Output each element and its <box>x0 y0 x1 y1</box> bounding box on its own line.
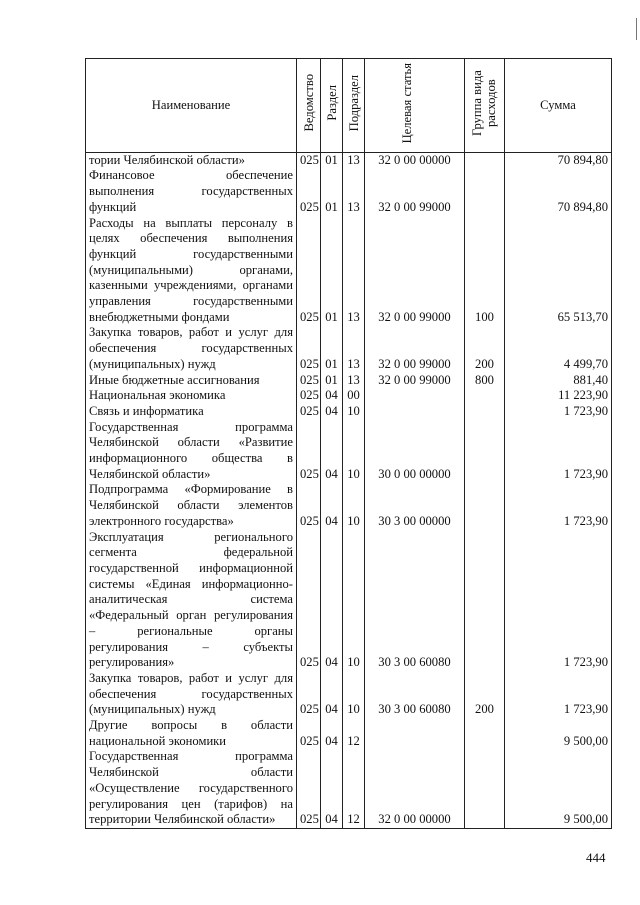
table-row <box>86 749 612 828</box>
row-exp-group <box>465 482 505 529</box>
row-dept: 025 <box>297 420 321 483</box>
row-target <box>365 718 465 749</box>
row-section: 04 <box>321 718 343 749</box>
header-dept: Ведомство <box>297 59 321 153</box>
row-exp-group <box>465 718 505 749</box>
row-subsection: 13 <box>343 325 365 372</box>
row-sum: 1 723,90 <box>505 671 612 718</box>
table-header-row <box>86 59 612 153</box>
row-name: Государственная программа Челябинской области «Осуществление государственного регулирования цен (тарифов) на территории Челябинской области» <box>86 749 297 828</box>
row-dept: 025 <box>297 671 321 718</box>
row-target: 32 0 00 00000 <box>365 749 465 828</box>
row-section: 04 <box>321 749 343 828</box>
row-subsection: 12 <box>343 718 365 749</box>
row-name: Иные бюджетные ассигнования <box>86 373 297 389</box>
row-target: 32 0 00 99000 <box>365 325 465 372</box>
row-target: 32 0 00 00000 <box>365 152 465 168</box>
header-target: Целевая статья <box>365 59 465 153</box>
row-section: 01 <box>321 325 343 372</box>
row-sum: 9 500,00 <box>505 749 612 828</box>
row-subsection: 10 <box>343 404 365 420</box>
row-target: 32 0 00 99000 <box>365 168 465 215</box>
table-row <box>86 388 612 404</box>
row-sum: 11 223,90 <box>505 388 612 404</box>
row-dept: 025 <box>297 152 321 168</box>
table-row <box>86 168 612 215</box>
row-sum: 70 894,80 <box>505 168 612 215</box>
row-sum: 9 500,00 <box>505 718 612 749</box>
row-name: Финансовое обеспечение выполнения государственных функций <box>86 168 297 215</box>
row-subsection: 13 <box>343 216 365 326</box>
row-dept: 025 <box>297 749 321 828</box>
row-section: 04 <box>321 530 343 671</box>
row-subsection: 12 <box>343 749 365 828</box>
table-row <box>86 404 612 420</box>
row-sum: 70 894,80 <box>505 152 612 168</box>
row-name: Подпрограмма «Формирование в Челябинской области элементов электронного государства» <box>86 482 297 529</box>
header-exp-group: Группа вида расходов <box>465 59 505 153</box>
row-target: 30 3 00 60080 <box>365 530 465 671</box>
row-exp-group: 800 <box>465 373 505 389</box>
row-subsection: 00 <box>343 388 365 404</box>
row-section: 04 <box>321 420 343 483</box>
table-row <box>86 671 612 718</box>
row-name: Закупка товаров, работ и услуг для обеспечения государственных (муниципальных) нужд <box>86 671 297 718</box>
row-name: Закупка товаров, работ и услуг для обеспечения государственных (муниципальных) нужд <box>86 325 297 372</box>
row-exp-group <box>465 168 505 215</box>
row-target: 30 0 00 00000 <box>365 420 465 483</box>
row-exp-group: 200 <box>465 325 505 372</box>
budget-table <box>85 58 612 829</box>
row-exp-group <box>465 749 505 828</box>
row-section: 04 <box>321 404 343 420</box>
table-row <box>86 216 612 326</box>
row-name: Эксплуатация регионального сегмента федеральной государственной информационной системы «Единая информационно-аналитическая система «Федеральный орган регулирования – региональные органы регулирования – субъекты регулирования» <box>86 530 297 671</box>
row-target: 30 3 00 00000 <box>365 482 465 529</box>
row-sum: 65 513,70 <box>505 216 612 326</box>
row-name: Государственная программа Челябинской области «Развитие информационного общества в Челябинской области» <box>86 420 297 483</box>
table-row <box>86 530 612 671</box>
row-exp-group <box>465 152 505 168</box>
row-sum: 1 723,90 <box>505 530 612 671</box>
row-target: 30 3 00 60080 <box>365 671 465 718</box>
row-name: тории Челябинской области» <box>86 152 297 168</box>
table-row <box>86 420 612 483</box>
row-exp-group <box>465 404 505 420</box>
row-name: Расходы на выплаты персоналу в целях обеспечения выполнения функций государственными (муниципальными) органами, казенными учреждениями, органами управления государственными внебюджетными фондами <box>86 216 297 326</box>
row-exp-group <box>465 388 505 404</box>
row-section: 01 <box>321 373 343 389</box>
row-subsection: 10 <box>343 530 365 671</box>
row-section: 01 <box>321 168 343 215</box>
row-dept: 025 <box>297 373 321 389</box>
row-exp-group <box>465 420 505 483</box>
row-subsection: 10 <box>343 420 365 483</box>
row-dept: 025 <box>297 404 321 420</box>
row-section: 01 <box>321 216 343 326</box>
row-sum: 1 723,90 <box>505 404 612 420</box>
header-name: Наименование <box>86 59 297 153</box>
row-subsection: 13 <box>343 373 365 389</box>
row-target <box>365 388 465 404</box>
row-sum: 881,40 <box>505 373 612 389</box>
row-dept: 025 <box>297 718 321 749</box>
table-row <box>86 325 612 372</box>
row-dept: 025 <box>297 388 321 404</box>
row-exp-group <box>465 530 505 671</box>
row-dept: 025 <box>297 216 321 326</box>
row-name: Другие вопросы в области национальной экономики <box>86 718 297 749</box>
row-subsection: 13 <box>343 168 365 215</box>
row-section: 04 <box>321 482 343 529</box>
row-exp-group: 100 <box>465 216 505 326</box>
table-row <box>86 373 612 389</box>
row-target: 32 0 00 99000 <box>365 373 465 389</box>
row-dept: 025 <box>297 482 321 529</box>
row-dept: 025 <box>297 168 321 215</box>
header-subsection: Подраздел <box>343 59 365 153</box>
row-dept: 025 <box>297 325 321 372</box>
header-sum: Сумма <box>505 59 612 153</box>
row-sum: 1 723,90 <box>505 420 612 483</box>
row-name: Связь и информатика <box>86 404 297 420</box>
page-edge-mark <box>636 18 637 40</box>
row-section: 04 <box>321 671 343 718</box>
row-target: 32 0 00 99000 <box>365 216 465 326</box>
row-section: 04 <box>321 388 343 404</box>
row-dept: 025 <box>297 530 321 671</box>
row-target <box>365 404 465 420</box>
page-number: 444 <box>586 850 606 865</box>
table-row <box>86 152 612 168</box>
row-subsection: 10 <box>343 482 365 529</box>
row-sum: 1 723,90 <box>505 482 612 529</box>
row-sum: 4 499,70 <box>505 325 612 372</box>
header-section: Раздел <box>321 59 343 153</box>
table-row <box>86 718 612 749</box>
row-exp-group: 200 <box>465 671 505 718</box>
row-section: 01 <box>321 152 343 168</box>
row-subsection: 10 <box>343 671 365 718</box>
table-row <box>86 482 612 529</box>
row-subsection: 13 <box>343 152 365 168</box>
row-name: Национальная экономика <box>86 388 297 404</box>
